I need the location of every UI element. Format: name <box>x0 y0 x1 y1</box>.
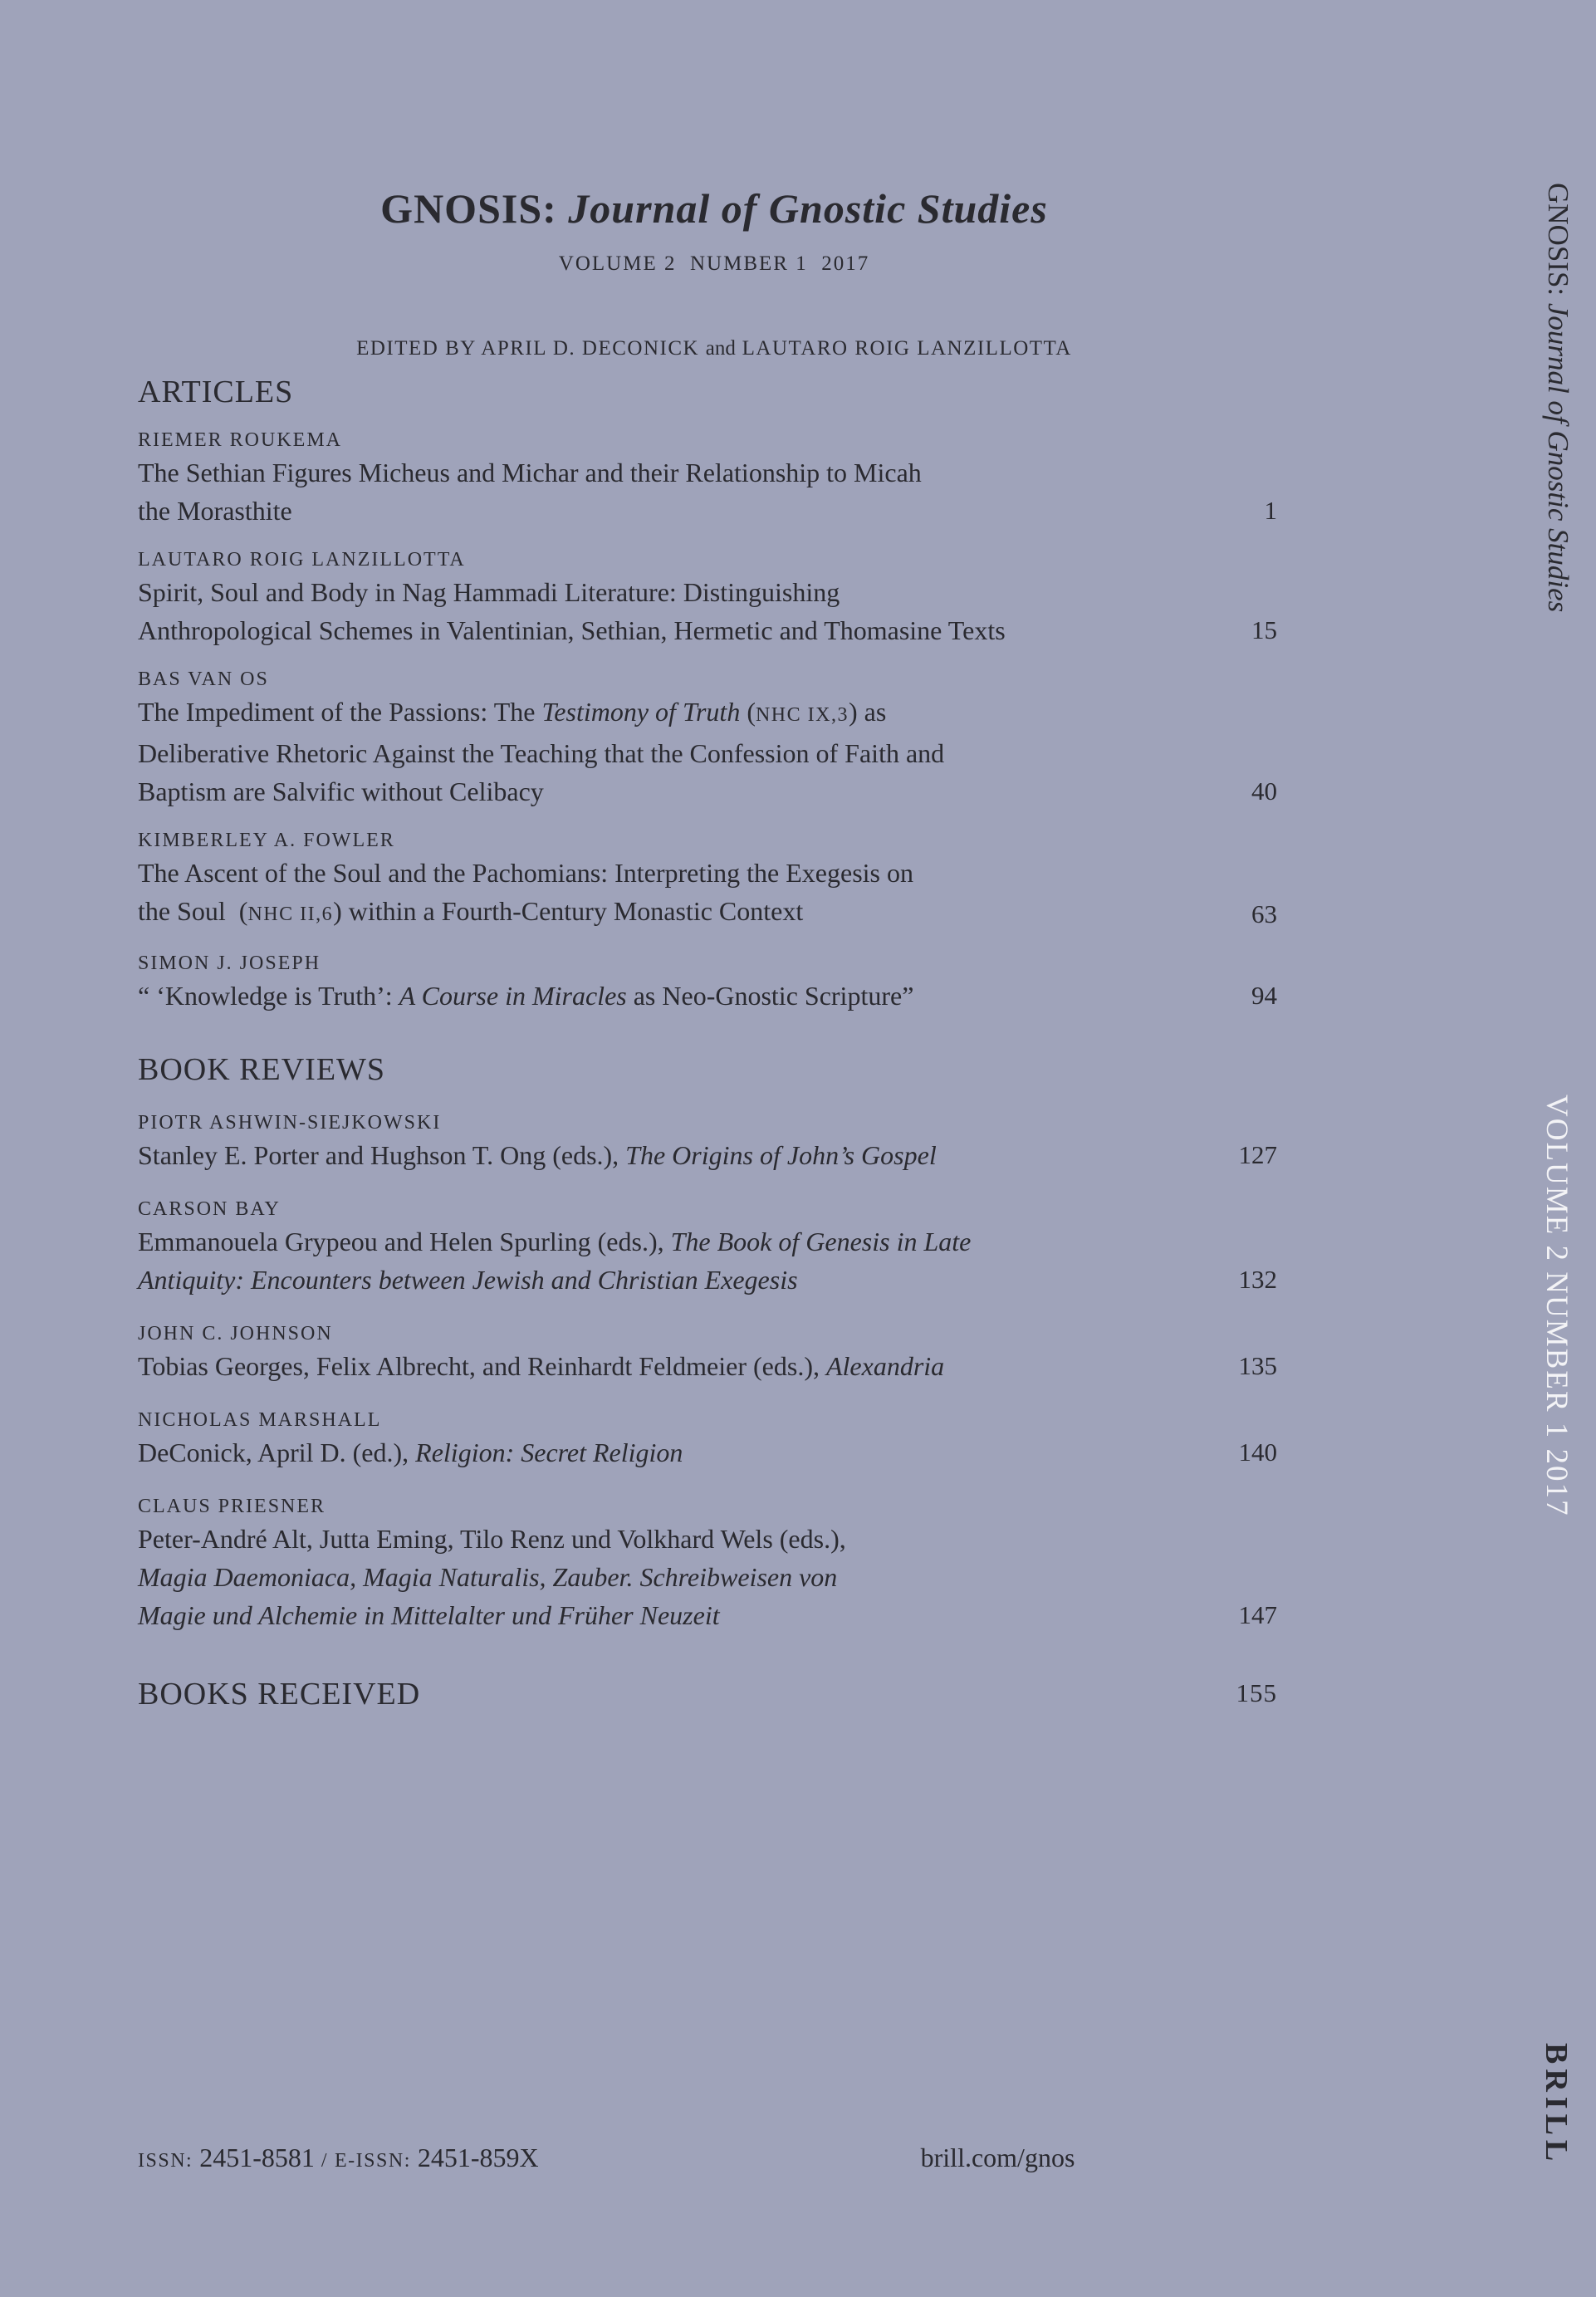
entry-author: CLAUS PRIESNER <box>138 1496 326 1517</box>
publisher-logo: BRILL <box>1539 2043 1574 2167</box>
entry-page: 127 <box>1238 1140 1277 1169</box>
toc-entry[interactable] <box>138 950 1277 1015</box>
entry-author: BAS VAN OS <box>138 669 269 690</box>
volume-line: VOLUME 2 NUMBER 1 2017 <box>558 252 870 275</box>
entry-author: SIMON J. JOSEPH <box>138 953 321 974</box>
entry-author: NICHOLAS MARSHALL <box>138 1409 382 1431</box>
entry-title: “ ‘Knowledge is Truth’: A Course in Miracles as Neo-Gnostic Scripture” <box>138 981 914 1011</box>
entry-page: 147 <box>1238 1600 1277 1629</box>
entry-page: 140 <box>1238 1437 1277 1467</box>
entry-page: 40 <box>1251 776 1277 806</box>
entry-title: Tobias Georges, Felix Albrecht, and Reinhardt Feldmeier (eds.), Alexandria <box>138 1351 945 1381</box>
journal-title: GNOSIS: Journal of Gnostic Studies <box>380 185 1048 232</box>
entry-title: Peter-André Alt, Jutta Eming, Tilo Renz und Volkhard Wels (eds.), Magia Daemoniaca, Magia Naturalis, Zauber. Schreibweisen von Magie und Alchemie in Mittelalter und Früher Neuzeit <box>138 1524 846 1630</box>
entry-title: The Ascent of the Soul and the Pachomians: Interpreting the Exegesis on the Soul (NHC II,6) within a Fourth-Century Monastic Context <box>138 858 913 926</box>
entry-page: 15 <box>1251 615 1277 644</box>
entry-page: 132 <box>1238 1265 1277 1294</box>
toc-entry[interactable] <box>138 1109 1277 1174</box>
toc-entry[interactable] <box>138 666 1277 811</box>
entry-author: KIMBERLEY A. FOWLER <box>138 830 395 851</box>
entry-page: 63 <box>1251 899 1277 928</box>
entry-title: Emmanouela Grypeou and Helen Spurling (eds.), The Book of Genesis in Late Antiquity: Encounters between Jewish and Christian Exegesis <box>138 1227 972 1295</box>
toc-entry[interactable] <box>138 1493 1277 1634</box>
spine-volume: VOLUME 2 NUMBER 1 2017 <box>1540 1095 1574 1517</box>
entry-title: The Sethian Figures Micheus and Michar and their Relationship to Micah the Morasthite <box>138 458 922 526</box>
entry-author: CARSON BAY <box>138 1198 281 1220</box>
editors-line: EDITED BY APRIL D. DECONICK and LAUTARO ROIG LANZILLOTTA <box>356 337 1072 360</box>
footer <box>138 2143 1277 2173</box>
issn-line: ISSN: 2451-8581 / E-ISSN: 2451-859X <box>138 2143 539 2172</box>
entry-title: The Impediment of the Passions: The Testimony of Truth (NHC IX,3) as Deliberative Rhetoric Against the Teaching that the Confession of Faith and Baptism are Salvific without Celibacy <box>138 697 945 806</box>
table-of-contents <box>138 374 1277 1712</box>
entry-title: Stanley E. Porter and Hughson T. Ong (eds.), The Origins of John’s Gospel <box>138 1140 937 1170</box>
entry-author: LAUTARO ROIG LANZILLOTTA <box>138 549 466 571</box>
toc-entry[interactable] <box>138 546 1277 649</box>
journal-masthead <box>0 184 1428 276</box>
toc-entry[interactable] <box>138 1320 1277 1385</box>
toc-entry[interactable] <box>138 1407 1277 1472</box>
books-received-heading[interactable]: BOOKS RECEIVED 155 <box>138 1674 1277 1712</box>
toc-entry[interactable] <box>138 1196 1277 1299</box>
entry-page: 155 <box>1236 1678 1277 1707</box>
toc-entry[interactable] <box>138 827 1277 933</box>
entry-author: RIEMER ROUKEMA <box>138 429 343 451</box>
entry-author: JOHN C. JOHNSON <box>138 1323 333 1344</box>
entry-title: DeConick, April D. (ed.), Religion: Secret Religion <box>138 1437 683 1467</box>
articles-heading: ARTICLES <box>138 375 294 409</box>
entry-page: 1 <box>1264 496 1277 525</box>
spine-title: GNOSIS: Journal of Gnostic Studies <box>1542 183 1574 613</box>
book-reviews-heading: BOOK REVIEWS <box>138 1052 386 1087</box>
entry-title: Spirit, Soul and Body in Nag Hammadi Literature: Distinguishing Anthropological Schemes in Valentinian, Sethian, Hermetic and Thomasine Texts <box>138 577 1006 645</box>
toc-entry[interactable] <box>138 427 1277 530</box>
journal-url-link[interactable]: brill.com/gnos <box>920 2143 1075 2172</box>
entry-page: 135 <box>1238 1351 1277 1380</box>
entry-page: 94 <box>1251 981 1277 1010</box>
entry-author: PIOTR ASHWIN-SIEJKOWSKI <box>138 1112 442 1134</box>
